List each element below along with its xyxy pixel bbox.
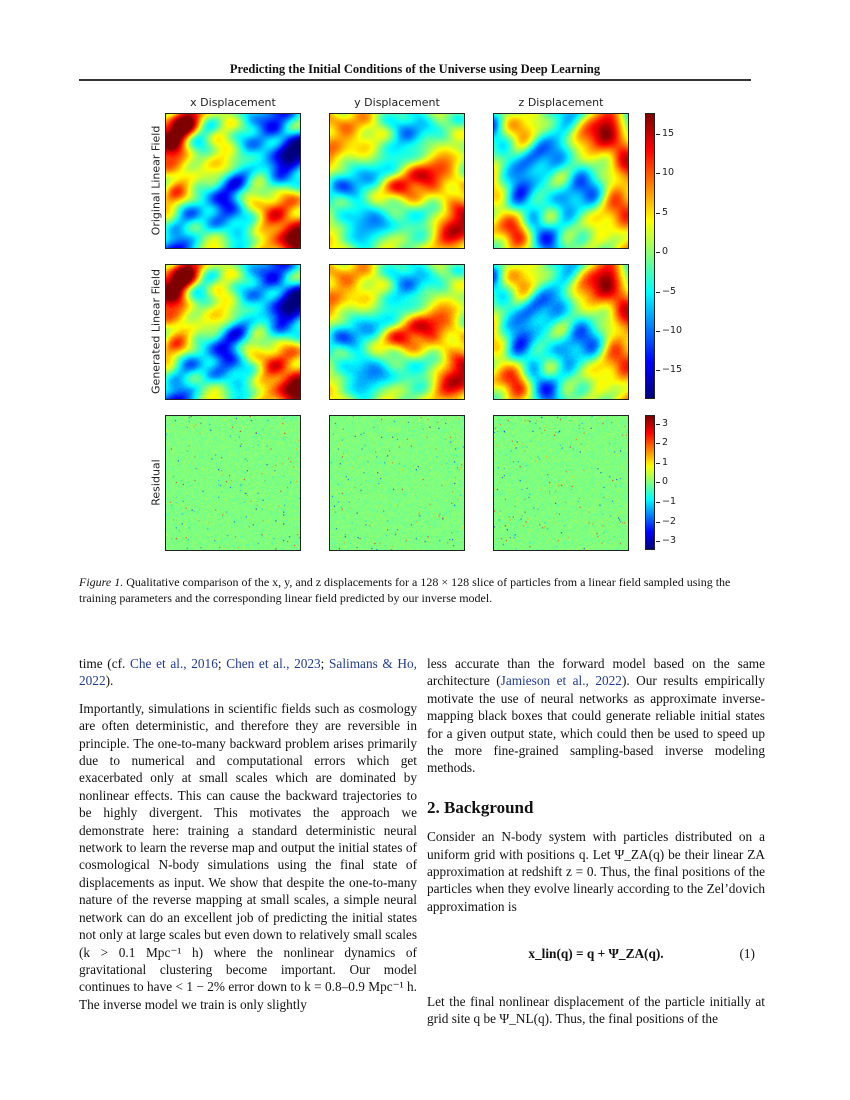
running-header: Predicting the Initial Conditions of the Universe using Deep Learning bbox=[229, 62, 601, 76]
heatmap-original-z bbox=[493, 113, 629, 249]
row-label-generated: Generated Linear Field bbox=[149, 269, 163, 394]
equation: x_lin(q) = q + Ψ_ZA(q). bbox=[528, 946, 664, 962]
citation-link[interactable]: Salimans & Ho, 2022 bbox=[79, 656, 418, 689]
paragraph bbox=[427, 655, 765, 777]
column-title-x: x Displacement bbox=[190, 96, 276, 109]
heatmap-residual-z bbox=[493, 415, 629, 551]
heatmap-generated-x bbox=[165, 264, 301, 400]
colorbar-tick-label: 1 bbox=[662, 456, 669, 468]
equation-number: (1) bbox=[739, 946, 755, 962]
text: ). Our results empirically motivate the use of neural networks as approximate inverse-mapping black boxes that could generate reliable initial states for a given output state, which could then be used to speed up the more fine-grained sampling-based inverse modeling methods. bbox=[427, 673, 766, 776]
paragraph bbox=[79, 655, 417, 690]
heatmap-original-y bbox=[329, 113, 465, 249]
citation-link[interactable]: Che et al., 2016 bbox=[130, 656, 218, 671]
colorbar-residual bbox=[645, 415, 655, 550]
paragraph: Consider an N-body system with particles distributed on a uniform grid with positions q. Let Ψ_ZA(q) be their linear ZA approximation at redshift z = 0. Thus, the final positions of the particles when they evolve linearly according to the Zel’dovich approximation is bbox=[427, 829, 765, 914]
heatmap-generated-z bbox=[493, 264, 629, 400]
equation-1 bbox=[427, 945, 765, 962]
row-label-original: Original Linear Field bbox=[149, 125, 163, 236]
colorbar-tick-label: 5 bbox=[662, 206, 669, 218]
heatmap-residual-x bbox=[165, 415, 301, 551]
text: ; bbox=[320, 656, 330, 671]
colorbar-main bbox=[645, 113, 655, 399]
colorbar-tick-label: −1 bbox=[662, 496, 677, 508]
text: ; bbox=[217, 656, 227, 671]
header-rule bbox=[79, 79, 751, 81]
paragraph: Let the final nonlinear displacement of the particle initially at grid site q be Ψ_NL(q). Thus, the final positions of the bbox=[427, 993, 765, 1027]
colorbar-tick-label: −2 bbox=[662, 515, 677, 527]
figure-caption bbox=[79, 574, 769, 606]
heatmap-residual-y bbox=[329, 415, 465, 551]
colorbar-tick-label: 2 bbox=[662, 437, 669, 449]
citation-link[interactable]: Jamieson et al., 2022 bbox=[500, 673, 622, 689]
paragraph: Importantly, simulations in scientific fields such as cosmology are often deterministic, and therefore they are reversible in principle. The one-to-many backward problem arises primarily due to numerical and computational errors which get exacerbated only at small scales which are dominated by nonlinear effects. This can cause the backward trajectories to be highly divergent. This motivates the approach we demonstrate here: training a standard deterministic neural network to learn the reverse map and output the initial states of cosmological N-body simulations using the final state of displacements as input. We show that despite the one-to-many nature of the reverse mapping at small scales, a simple neural network can do an excellent job of predicting the initial states not only at large scales but even down to relatively small scales (k > 0.1 Mpc⁻¹ h) where the nonlinear dynamics of gravitational clustering become important. Our model continues to have < 1 − 2% error down to k = 0.8–0.9 Mpc⁻¹ h. The inverse model we train is only slightly bbox=[79, 700, 417, 1012]
caption-label: Figure 1. bbox=[79, 575, 124, 589]
heatmap-generated-y bbox=[329, 264, 465, 400]
section-heading: 2. Background bbox=[427, 797, 534, 817]
text: ). bbox=[105, 673, 114, 689]
caption-text: Qualitative comparison of the x, y, and z displacements for a 128 × 128 slice of particles from a linear field sampled using the training parameters and the corresponding linear field predicted by our inverse model. bbox=[79, 575, 731, 605]
text: time (cf. bbox=[79, 656, 131, 671]
column-title-y: y Displacement bbox=[354, 96, 440, 109]
colorbar-tick-label: −10 bbox=[662, 325, 683, 337]
colorbar-tick-label: −15 bbox=[662, 364, 683, 376]
text: less accurate than the forward model based on the same architecture ( bbox=[427, 656, 765, 689]
colorbar-tick-label: 0 bbox=[662, 246, 669, 258]
colorbar-tick-label: 0 bbox=[662, 476, 669, 488]
colorbar-tick-label: −5 bbox=[662, 285, 677, 297]
heatmap-original-x bbox=[165, 113, 301, 249]
colorbar-tick-label: 3 bbox=[662, 417, 669, 429]
left-column bbox=[79, 655, 417, 1023]
right-column bbox=[427, 655, 765, 1038]
column-title-z: z Displacement bbox=[518, 96, 604, 109]
colorbar-tick-label: −3 bbox=[662, 535, 677, 547]
citation-link[interactable]: Chen et al., 2023 bbox=[226, 656, 321, 671]
colorbar-tick-label: 10 bbox=[662, 167, 675, 179]
row-label-residual: Residual bbox=[149, 459, 163, 506]
colorbar-tick-label: 15 bbox=[662, 128, 675, 140]
